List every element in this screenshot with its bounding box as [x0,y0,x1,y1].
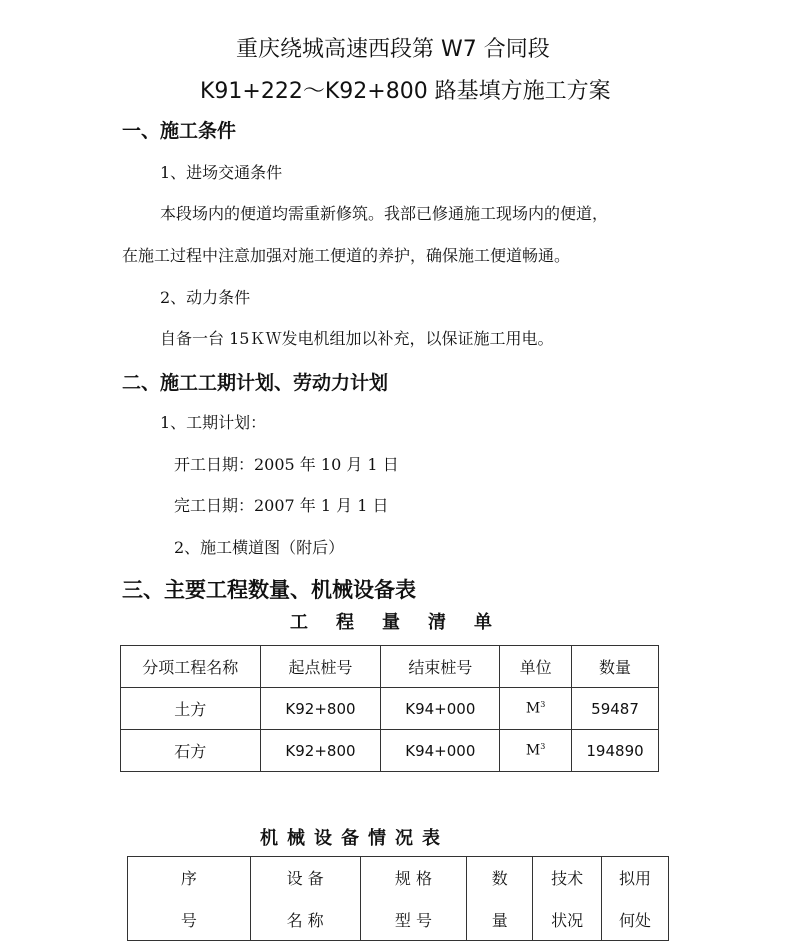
section2-sub2: 2、施工横道图（附后） [174,538,345,557]
unit-superscript: 3 [540,700,546,710]
table1-caption: 工程量清单 [290,612,520,633]
table-header-cell: 数量 [572,646,659,688]
table-header-cell: 序 [128,857,251,899]
item-name-cell: 土方 [121,688,261,730]
table-header-cell: 设 备 [250,857,360,899]
table-header-cell: 型 号 [360,899,467,941]
section1-sub2: 2、动力条件 [160,288,251,307]
end-station-cell: K94+000 [381,688,500,730]
section2-heading: 二、施工工期计划、劳动力计划 [122,372,389,394]
table-header-cell: 量 [467,899,533,941]
unit-superscript: 3 [540,742,546,752]
unit-text: M [525,700,541,717]
section1-para1-line2: 在施工过程中注意加强对施工便道的养护，确保施工便道畅通。 [122,246,571,265]
table-header-cell: 技术 [533,857,602,899]
start-station-cell: K92+800 [260,688,381,730]
table-header-cell: 拟用 [602,857,669,899]
item-name-cell: 石方 [121,730,261,772]
quantity-table [120,645,659,772]
section1-sub1: 1、进场交通条件 [160,163,283,182]
quantity-cell: 194890 [572,730,659,772]
table-header-cell: 分项工程名称 [121,646,261,688]
start-station-cell: K92+800 [260,730,381,772]
table-header-cell: 名 称 [250,899,360,941]
table-header-cell: 起点桩号 [260,646,381,688]
section1-para1-line1: 本段场内的便道均需重新修筑。我部已修通施工现场内的便道， [160,204,609,223]
table-row [121,730,659,772]
unit-cell [500,688,572,730]
section1-heading: 一、施工条件 [122,120,237,142]
doc-title-line2: K91+222～K92+800 路基填方施工方案 [200,79,611,104]
table-header-cell: 数 [467,857,533,899]
table2-caption: 机械设备情况表 [260,828,449,849]
table-header-row [128,857,669,899]
section3-heading: 三、主要工程数量、机械设备表 [122,578,416,602]
table-header-cell: 规 格 [360,857,467,899]
table-header-cell: 单位 [500,646,572,688]
table-header-row [128,899,669,941]
section2-sub1: 1、工期计划： [160,413,267,432]
quantity-cell: 59487 [572,688,659,730]
table-header-cell: 号 [128,899,251,941]
table-row [121,688,659,730]
table-header-cell: 结束桩号 [381,646,500,688]
equipment-table [127,856,669,941]
table-header-cell: 何处 [602,899,669,941]
unit-text: M [525,742,541,759]
table-header-cell: 状况 [533,899,602,941]
section2-start-date: 开工日期：2005 年 10 月 1 日 [174,455,399,474]
end-station-cell: K94+000 [381,730,500,772]
doc-title-line1: 重庆绕城高速西段第 W7 合同段 [236,37,550,62]
table-header-row [121,646,659,688]
section1-para2: 自备一台 15ＫＷ发电机组加以补充，以保证施工用电。 [160,329,554,348]
section2-end-date: 完工日期：2007 年 1 月 1 日 [174,496,389,515]
unit-cell [500,730,572,772]
